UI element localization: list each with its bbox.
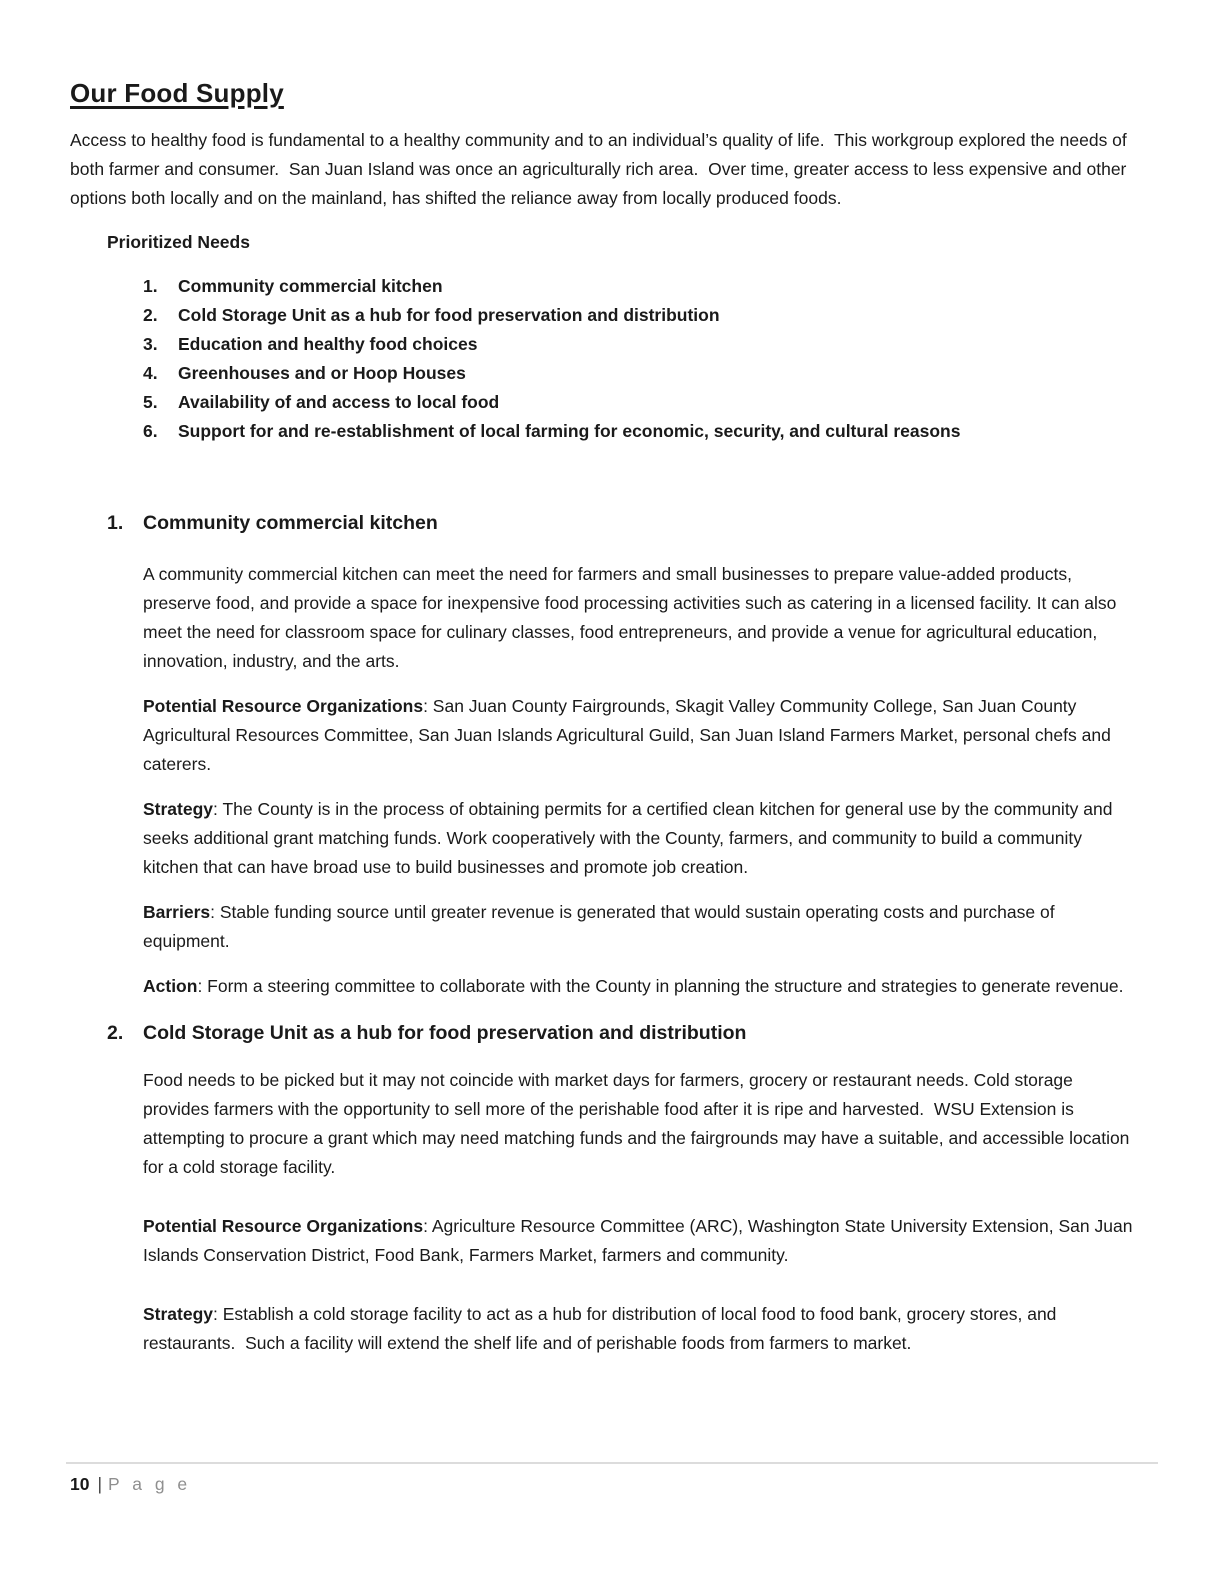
section-cold-storage-unit bbox=[70, 1018, 1140, 1358]
paragraph-text: : Form a steering committee to collaborate with the County in planning the structure and strategies to generate revenue. bbox=[197, 976, 1124, 996]
section-number: 1. bbox=[107, 512, 124, 534]
list-item bbox=[143, 272, 1140, 301]
paragraph-text: : Stable funding source until greater revenue is generated that would sustain operating costs and purchase of equipment. bbox=[143, 902, 1060, 951]
intro-paragraph: Access to healthy food is fundamental to a healthy community and to an individual’s quality of life. This workgroup explored the needs of both farmer and consumer. San Juan Island was once an agriculturally rich area. Over time, greater access to less expensive and other options both locally and on the mainland, has shifted the reliance away from locally produced foods. bbox=[70, 130, 1132, 208]
list-item-number: 4. bbox=[143, 363, 158, 383]
list-item-number: 2. bbox=[143, 305, 158, 325]
paragraph-label: Strategy bbox=[143, 799, 214, 819]
footer-page-label: P a g e bbox=[108, 1474, 192, 1494]
list-item-text: Community commercial kitchen bbox=[178, 276, 443, 296]
list-item bbox=[143, 388, 1140, 417]
paragraph-label: Potential Resource Organizations bbox=[143, 1216, 424, 1236]
list-item bbox=[143, 359, 1140, 388]
section-heading bbox=[107, 508, 1140, 538]
list-item-number: 6. bbox=[143, 421, 158, 441]
list-item-number: 1. bbox=[143, 276, 158, 296]
section-paragraph-resources bbox=[143, 1212, 1140, 1270]
list-item bbox=[143, 330, 1140, 359]
section-paragraph-action bbox=[143, 972, 1140, 1001]
section-title: Cold Storage Unit as a hub for food preservation and distribution bbox=[143, 1022, 747, 1044]
section-paragraph bbox=[143, 1066, 1140, 1182]
section-heading bbox=[107, 1018, 1140, 1048]
prioritized-needs-heading: Prioritized Needs bbox=[107, 232, 250, 252]
paragraph-text: Food needs to be picked but it may not coincide with market days for farmers, grocery or restaurant needs. Cold storage provides farmers with the opportunity to sell more of the perishable food after it is ripe and harvested. WSU Extension is attempting to procure a grant which may need matching funds and the fairgrounds may have a suitable, and accessible location for a cold storage facility. bbox=[143, 1070, 1135, 1177]
paragraph-text: : Establish a cold storage facility to act as a hub for distribution of local food to food bank, grocery stores, and restaurants. Such a facility will extend the shelf life and of perishable foods from farmers to market. bbox=[143, 1304, 1062, 1353]
paragraph-label: Strategy bbox=[143, 1304, 214, 1324]
paragraph-text: A community commercial kitchen can meet the need for farmers and small businesses to prepare value-added products, preserve food, and provide a space for inexpensive food processing activities such as catering in a licensed facility. It can also meet the need for classroom space for culinary classes, food entrepreneurs, and provide a venue for agricultural education, innovation, industry, and the arts. bbox=[143, 564, 1122, 671]
section-community-commercial-kitchen bbox=[70, 508, 1140, 1001]
list-item-text: Availability of and access to local food bbox=[178, 392, 500, 412]
paragraph-label: Action bbox=[143, 976, 198, 996]
list-item-text: Education and healthy food choices bbox=[178, 334, 478, 354]
page-title: Our Food Supply bbox=[70, 78, 284, 108]
section-title: Community commercial kitchen bbox=[143, 512, 438, 534]
section-paragraph bbox=[143, 560, 1140, 676]
paragraph-text: : The County is in the process of obtaining permits for a certified clean kitchen for general use by the community and seeks additional grant matching funds. Work cooperatively with the County, farmers, and community to build a community kitchen that can have broad use to build businesses and promote job creation. bbox=[143, 799, 1118, 877]
section-paragraph-strategy bbox=[143, 1300, 1140, 1358]
list-item-text: Greenhouses and or Hoop Houses bbox=[178, 363, 466, 383]
page-footer bbox=[66, 1462, 1158, 1495]
footer-divider bbox=[66, 1462, 1158, 1464]
section-paragraph-strategy bbox=[143, 795, 1140, 882]
list-item-text: Cold Storage Unit as a hub for food preservation and distribution bbox=[178, 305, 720, 325]
paragraph-text: : Agriculture Resource Committee (ARC), Washington State University Extension, San Juan Islands Conservation District, Food Bank, Farmers Market, farmers and community. bbox=[143, 1216, 1138, 1265]
prioritized-needs-list bbox=[70, 272, 1140, 446]
list-item bbox=[143, 417, 1140, 446]
paragraph-label: Barriers bbox=[143, 902, 211, 922]
section-paragraph-resources bbox=[143, 692, 1140, 779]
footer-page-number: 10 bbox=[70, 1474, 90, 1494]
list-item-number: 3. bbox=[143, 334, 158, 354]
footer-separator: | bbox=[97, 1474, 103, 1494]
paragraph-label: Potential Resource Organizations bbox=[143, 696, 424, 716]
list-item-text: Support for and re-establishment of local farming for economic, security, and cultural reasons bbox=[178, 421, 961, 441]
list-item-number: 5. bbox=[143, 392, 158, 412]
section-paragraph-barriers bbox=[143, 898, 1140, 956]
list-item bbox=[143, 301, 1140, 330]
paragraph-text: : San Juan County Fairgrounds, Skagit Valley Community College, San Juan County Agricultural Resources Committee, San Juan Islands Agricultural Guild, San Juan Island Farmers Market, personal chefs and caterers. bbox=[143, 696, 1116, 774]
footer-text bbox=[66, 1474, 1158, 1495]
section-number: 2. bbox=[107, 1022, 124, 1044]
